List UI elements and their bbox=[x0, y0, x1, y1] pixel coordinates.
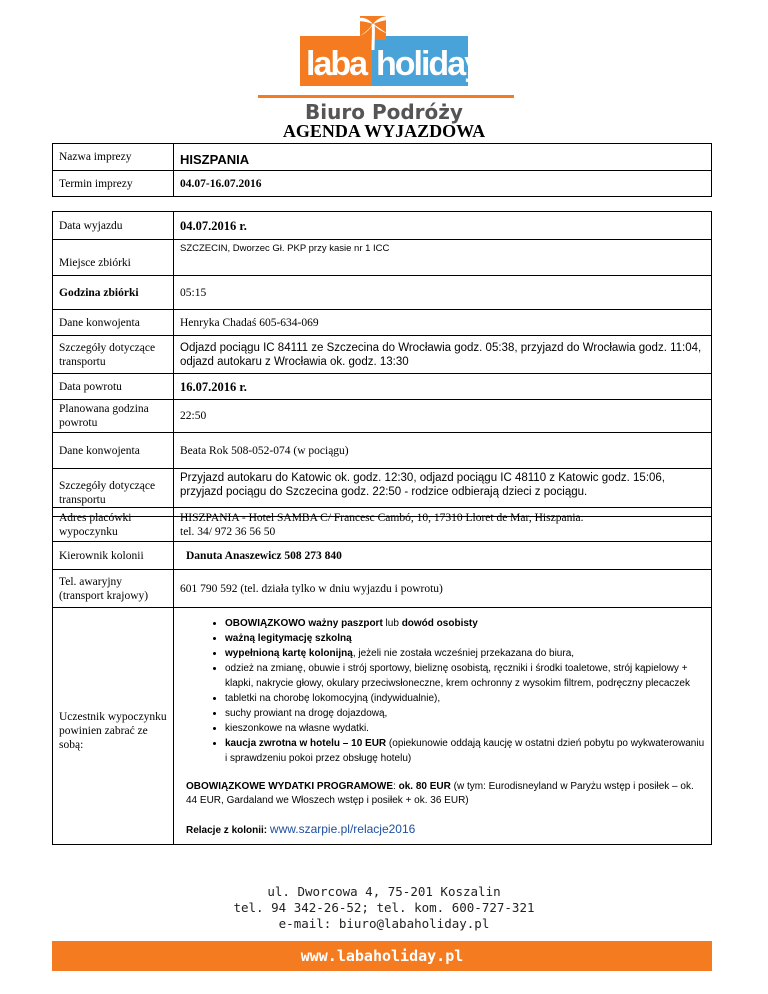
relations-line bbox=[186, 822, 705, 838]
program-expenses: OBOWIĄZKOWE WYDATKI PROGRAMOWE: ok. 80 EUR (w tym: Eurodisneyland w Paryżu wstęp i posiłek – ok. 44 EUR, Gardaland we Włoszech wstęp i posiłek + ok. 36 EUR) bbox=[186, 781, 694, 806]
row-label: Uczestnik wypoczynku powinien zabrać ze sobą: bbox=[53, 608, 174, 845]
hotel-phone: tel. 34/ 972 36 56 50 bbox=[180, 525, 276, 538]
packing-list bbox=[180, 616, 705, 766]
list-item: • OBOWIĄZKOWO ważny paszport lub dowód osobisty bbox=[225, 616, 705, 631]
table-row bbox=[53, 310, 712, 336]
table-row bbox=[53, 433, 712, 469]
table-row bbox=[53, 570, 712, 608]
list-item: • suchy prowiant na drogę dojazdową, bbox=[225, 706, 705, 721]
camp-manager: Danuta Anaszewicz 508 273 840 bbox=[174, 542, 712, 570]
row-label: Dane konwojenta bbox=[53, 433, 174, 469]
table-row bbox=[53, 508, 712, 542]
packing-list-cell bbox=[174, 608, 712, 845]
list-item: • odzież na zmianę, obuwie i strój sportowy, bieliznę osobistą, ręczniki i środki toaletowe, strój kąpielowy + klapki, nakrycie głowy, okulary przeciwsłoneczne, krem ochronny z wysokim filtrem, podręczny plecaczek bbox=[225, 661, 705, 691]
footer-address bbox=[0, 884, 768, 932]
row-label: Godzina zbiórki bbox=[53, 276, 174, 310]
table-row bbox=[53, 171, 712, 197]
hotel-address bbox=[174, 508, 712, 542]
table-row bbox=[53, 276, 712, 310]
table-row bbox=[53, 144, 712, 171]
list-item: • kaucja zwrotna w hotelu – 10 EUR (opiekunowie oddają kaucję w ostatni dzień pobytu po wykwaterowaniu i sprawdzeniu pokoi przez obsługę hotelu) bbox=[225, 736, 705, 766]
meeting-place: SZCZECIN, Dworzec Gł. PKP przy kasie nr 1 ICC bbox=[174, 240, 712, 276]
table-row bbox=[53, 240, 712, 276]
footer-website[interactable]: www.labaholiday.pl bbox=[52, 941, 712, 971]
accommodation-table bbox=[52, 507, 712, 845]
row-label: Termin imprezy bbox=[53, 171, 174, 197]
table-row bbox=[53, 608, 712, 845]
list-item: • tabletki na chorobę lokomocyjną (indywidualnie), bbox=[225, 691, 705, 706]
table-row bbox=[53, 212, 712, 240]
footer-street: ul. Dworcowa 4, 75-201 Koszalin bbox=[267, 884, 501, 899]
row-label: Miejsce zbiórki bbox=[53, 240, 174, 276]
meeting-time: 05:15 bbox=[174, 276, 712, 310]
row-label: Kierownik kolonii bbox=[53, 542, 174, 570]
return-time: 22:50 bbox=[174, 400, 712, 433]
table-row bbox=[53, 336, 712, 374]
row-label: Data powrotu bbox=[53, 374, 174, 400]
hotel-address-line: HISZPANIA - Hotel SAMBA C/ Francesc Cambó, 10, 17310 Lloret de Mar, Hiszpania. bbox=[180, 511, 584, 524]
logo-text-laba: laba bbox=[306, 45, 367, 83]
event-table bbox=[52, 143, 712, 197]
row-label: Adres placówki wypoczynku bbox=[53, 508, 174, 542]
row-label: Tel. awaryjny (transport krajowy) bbox=[53, 570, 174, 608]
company-logo bbox=[300, 10, 482, 100]
event-dates-value: 04.07-16.07.2016 bbox=[174, 171, 712, 197]
departure-date: 04.07.2016 r. bbox=[174, 212, 712, 240]
list-item: • ważną legitymację szkolną bbox=[225, 631, 705, 646]
transport-details: Odjazd pociągu IC 84111 ze Szczecina do Wrocławia godz. 05:38, przyjazd do Wrocławia godz. 11:04, odjazd autokaru z Wrocławia ok. godz. 13:30 bbox=[174, 336, 712, 374]
relations-label: Relacje z kolonii: bbox=[186, 825, 270, 836]
table-row bbox=[53, 542, 712, 570]
row-label: Szczegóły dotyczące transportu bbox=[53, 336, 174, 374]
row-label: Planowana godzina powrotu bbox=[53, 400, 174, 433]
logo-text-holiday: holiday bbox=[376, 45, 482, 83]
brand-subtitle: Biuro Podróży bbox=[305, 100, 463, 124]
row-label: Dane konwojenta bbox=[53, 310, 174, 336]
row-label: Szczegóły dotyczące transportu bbox=[53, 469, 174, 517]
header-divider bbox=[258, 95, 514, 98]
emergency-phone: 601 790 592 (tel. działa tylko w dniu wyjazdu i powrotu) bbox=[174, 570, 712, 608]
row-label: Nazwa imprezy bbox=[53, 144, 174, 171]
footer-email: e-mail: biuro@labaholiday.pl bbox=[278, 916, 490, 931]
list-item: • wypełnioną kartę kolonijną, jeżeli nie została wcześniej przekazana do biura, bbox=[225, 646, 705, 661]
list-item: • kieszonkowe na własne wydatki. bbox=[225, 721, 705, 736]
return-transport-details: Przyjazd autokaru do Katowic ok. godz. 12:30, odjazd pociągu IC 48110 z Katowic godz. 15:06, przyjazd pociągu do Szczecina godz. 22:50 - rodzice odbierają dzieci z pociągu. bbox=[174, 469, 712, 517]
escort-contact: Henryka Chadaś 605-634-069 bbox=[174, 310, 712, 336]
table-row bbox=[53, 400, 712, 433]
event-name-value: HISZPANIA bbox=[174, 144, 712, 171]
relations-link[interactable]: www.szarpie.pl/relacje2016 bbox=[269, 822, 416, 836]
return-date: 16.07.2016 r. bbox=[174, 374, 712, 400]
document-title: AGENDA WYJAZDOWA bbox=[282, 121, 486, 141]
row-label: Data wyjazdu bbox=[53, 212, 174, 240]
footer-phones: tel. 94 342-26-52; tel. kom. 600-727-321 bbox=[233, 900, 535, 915]
table-row bbox=[53, 374, 712, 400]
trip-table bbox=[52, 211, 712, 517]
escort-contact: Beata Rok 508-052-074 (w pociągu) bbox=[174, 433, 712, 469]
